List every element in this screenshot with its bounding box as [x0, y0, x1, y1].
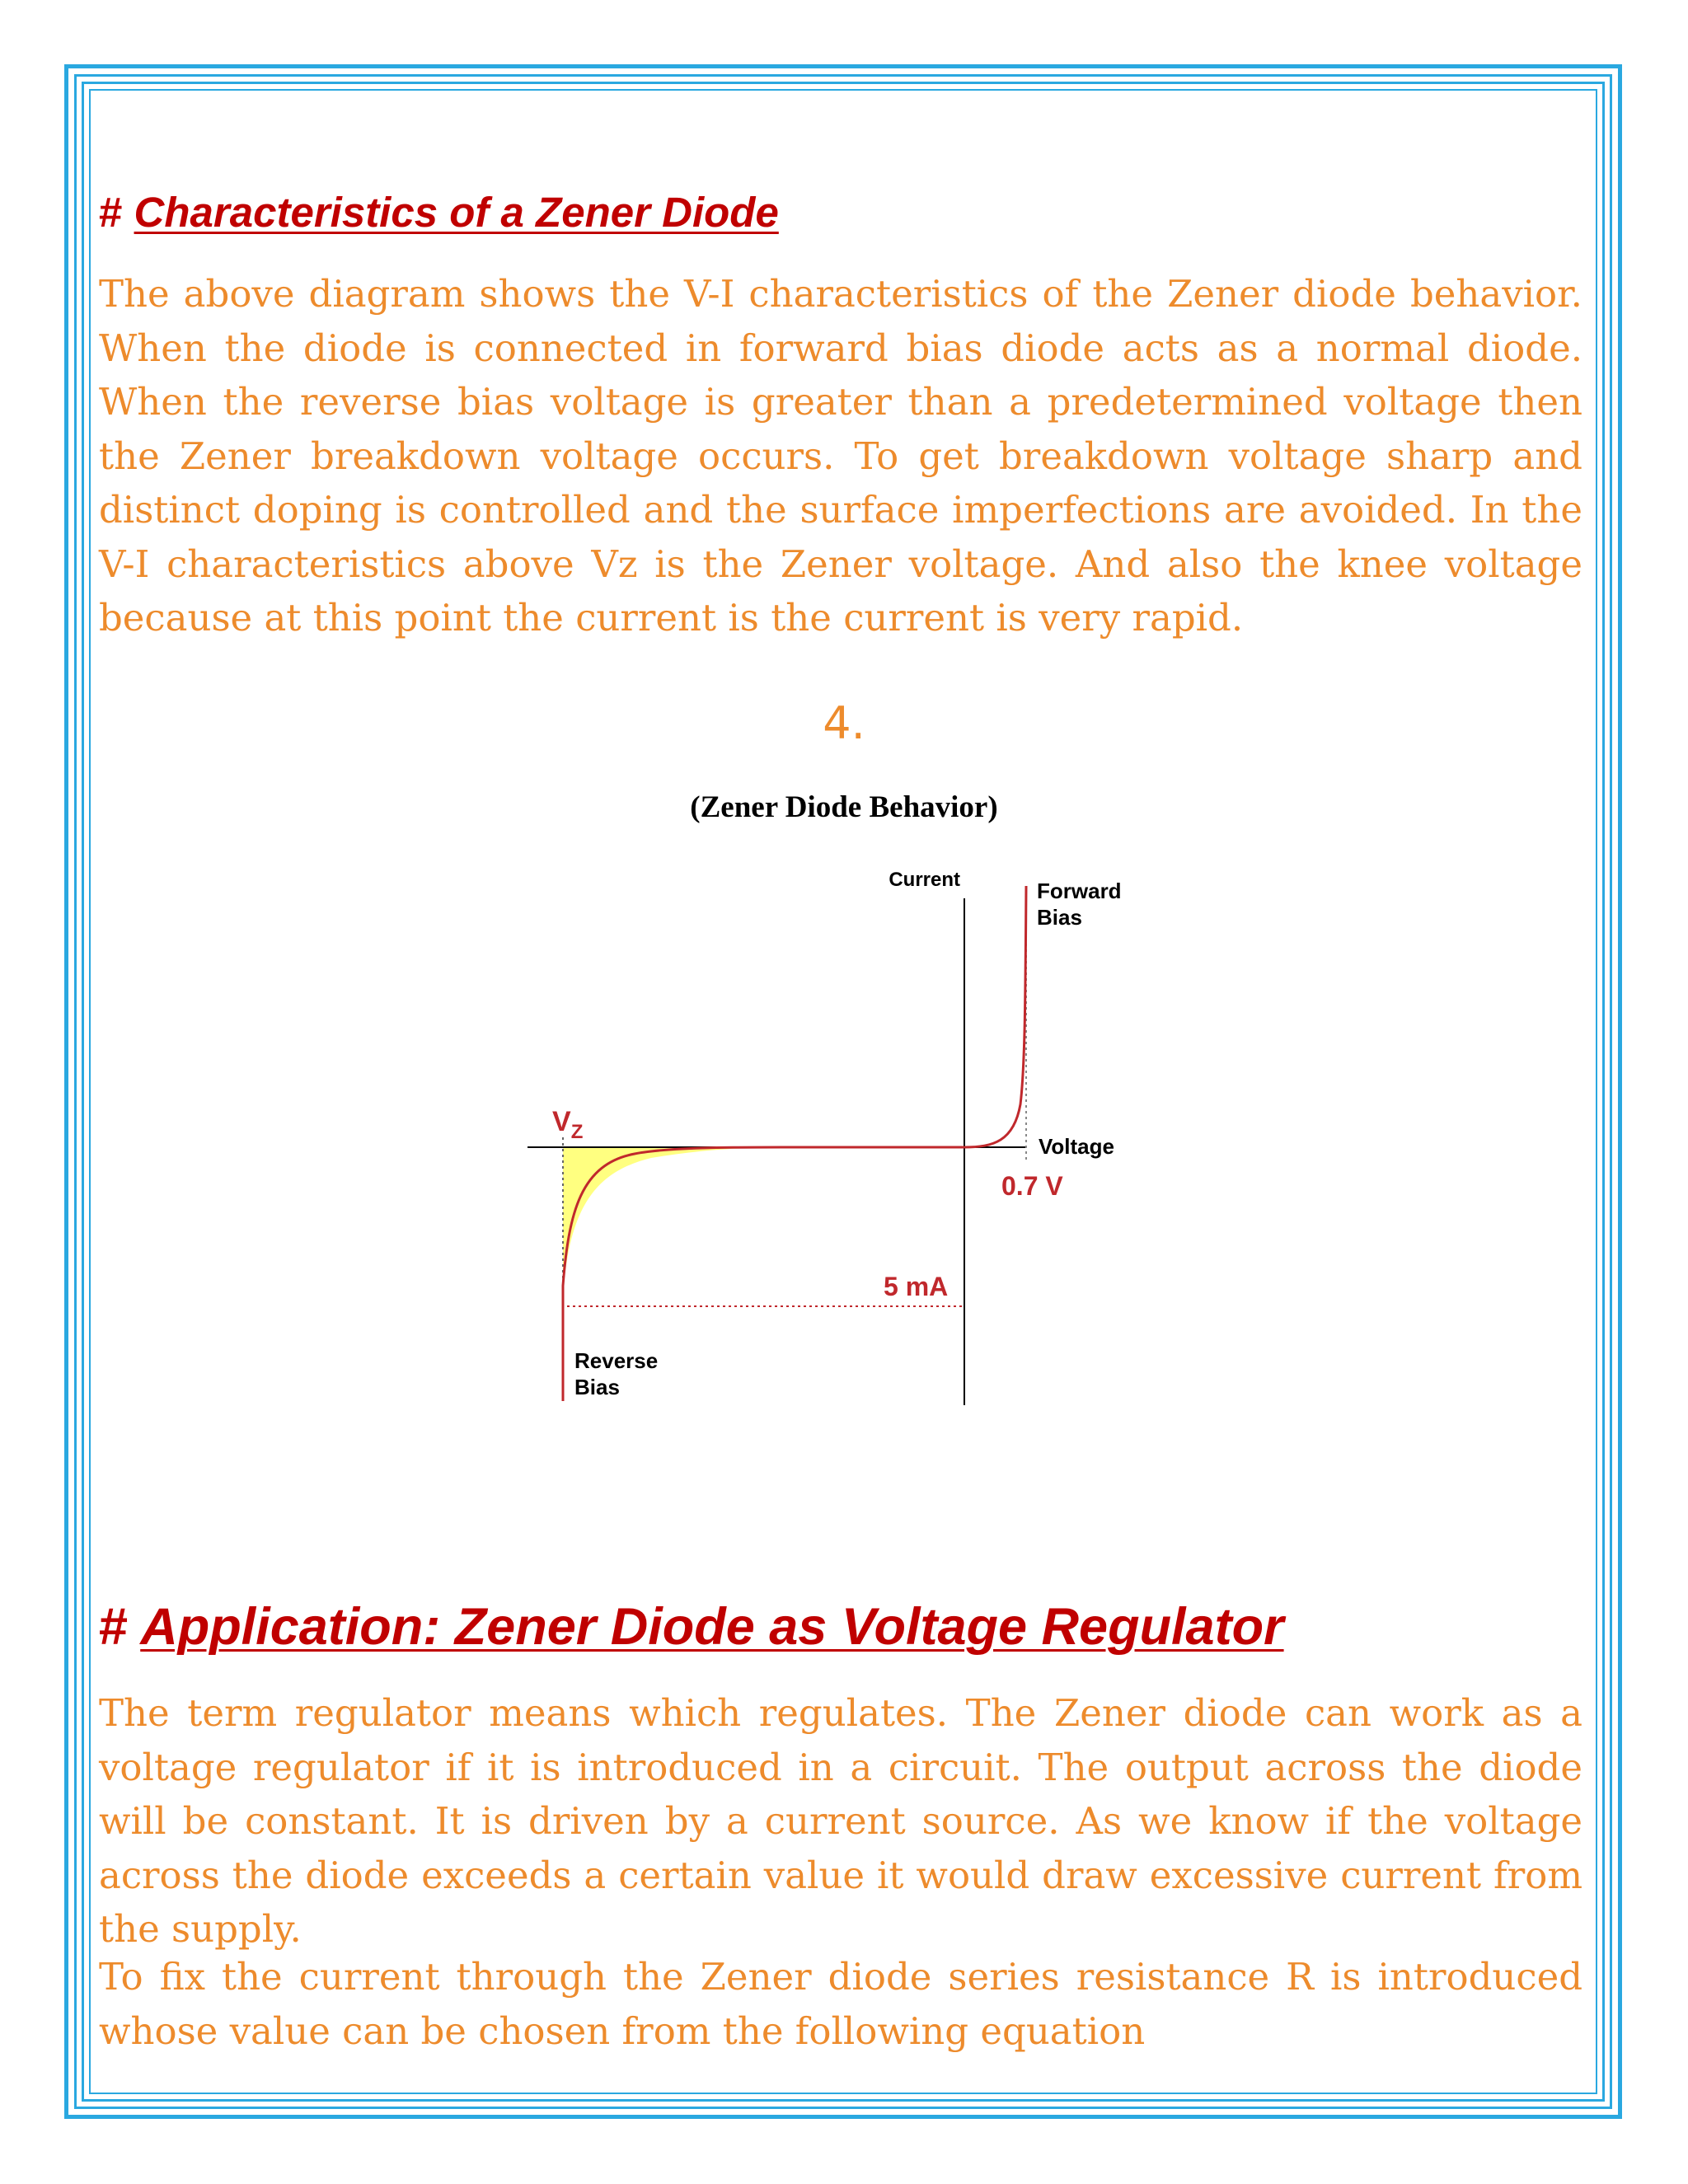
reverse-label-line1: Reverse	[574, 1348, 659, 1373]
heading-title: Application: Zener Diode as Voltage Regulator	[140, 1598, 1284, 1656]
knee-voltage-label: 0.7 V	[1001, 1171, 1063, 1201]
vz-label-main: V	[552, 1106, 571, 1137]
application-paragraph-1: The term regulator means which regulates. The Zener diode can work as a voltage regulator if it is introduced in a circuit. The output across the diode will be constant. It is driven by a current source. As we know if the voltage across the diode exceeds a certain value it would draw excessive current from the supply.	[99, 1691, 1582, 1951]
application-paragraph-2: To fix the current through the Zener diode series resistance R is introduced whose value can be chosen from the following equation	[99, 1955, 1582, 2053]
heading-hash: #	[99, 1598, 129, 1656]
forward-label-line2: Bias	[1037, 905, 1082, 930]
figure-caption: (Zener Diode Behavior)	[690, 790, 998, 824]
forward-label-line1: Forward	[1037, 879, 1122, 903]
characteristics-paragraph: The above diagram shows the V-I characteristics of the Zener diode behavior. When the diode is connected in forward bias diode acts as a normal diode. When the reverse bias voltage is greater than a predetermined voltage then the Zener breakdown voltage occurs. To get breakdown voltage sharp and distinct doping is controlled and the surface imperfections are avoided. In the V-I characteristics above Vz is the Zener voltage. And also the knee voltage because at this point the current is the current is very rapid.	[99, 272, 1582, 640]
figure-number: 4.	[823, 697, 865, 749]
reverse-label-line2: Bias	[574, 1375, 620, 1399]
section-heading-application	[99, 1597, 1284, 1657]
vz-label-sub: Z	[570, 1121, 584, 1143]
current-axis-label: Current	[889, 869, 960, 891]
heading-hash: #	[99, 189, 123, 236]
voltage-axis-label: Voltage	[1039, 1134, 1114, 1159]
test-current-label: 5 mA	[884, 1272, 949, 1301]
heading-title: Characteristics of a Zener Diode	[134, 189, 779, 236]
chart-background	[528, 869, 1117, 1405]
